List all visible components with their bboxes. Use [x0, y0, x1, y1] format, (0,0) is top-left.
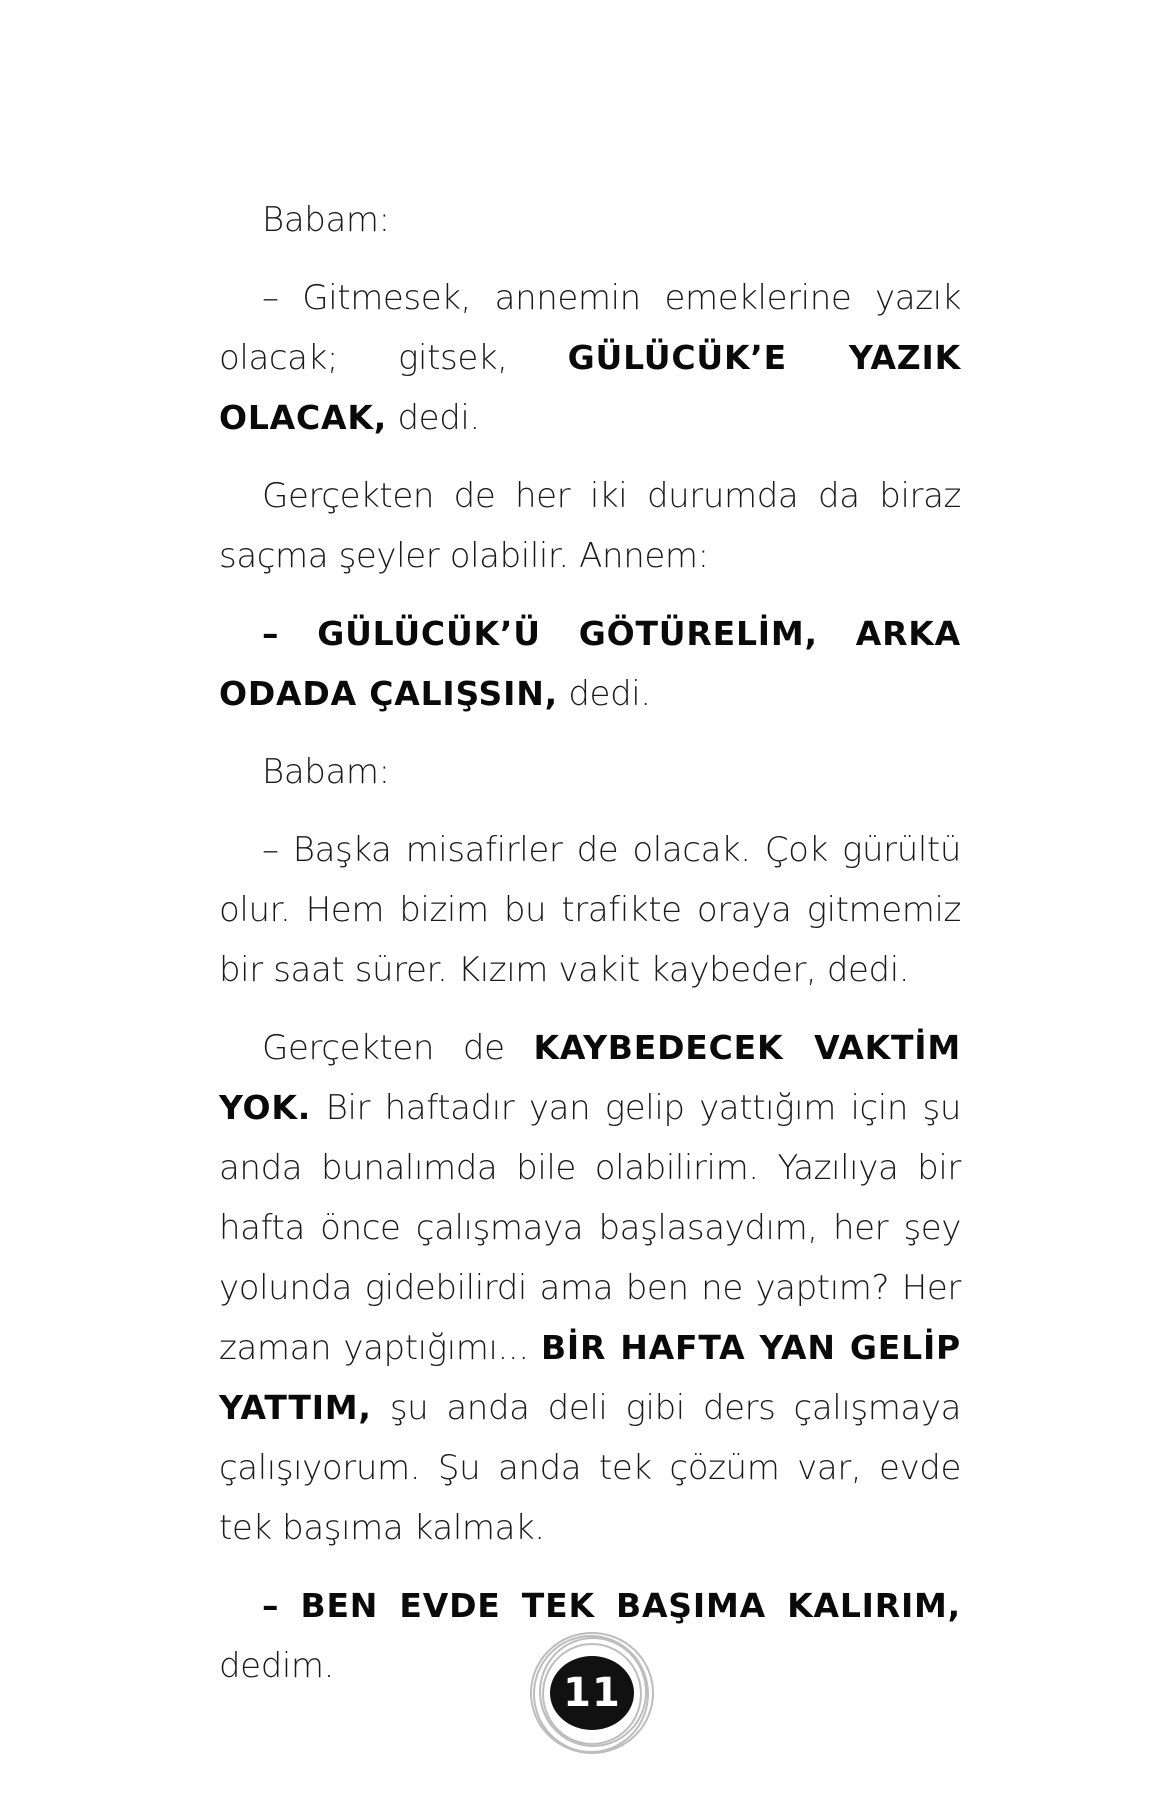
text-segment: şu anda deli gibi ders çalışmaya çalışıyorum. Şu anda tek çözüm var, evde tek başıma kalmak.	[219, 1388, 961, 1548]
paragraph	[219, 820, 961, 1000]
emphasized-text: BİR HAFTA YAN GELİP YATTIM,	[219, 1328, 962, 1427]
emphasized-text: KAYBEDECEK VAKTİM YOK.	[219, 1028, 961, 1127]
emphasized-text: – BEN EVDE TEK BAŞIMA KALIRIM,	[262, 1586, 961, 1625]
paragraph	[219, 268, 961, 448]
paragraph	[219, 1018, 961, 1558]
paragraph	[219, 604, 961, 724]
text-segment: Gerçekten de her iki durumda da biraz saçma şeyler olabilir. Annem:	[219, 476, 961, 576]
text-segment: Babam:	[262, 200, 390, 240]
paragraph	[219, 742, 961, 802]
text-segment: – Gitmesek, annemin emeklerine yazık olacak; gitsek,	[219, 278, 961, 378]
paragraph	[219, 190, 961, 250]
text-segment: Babam:	[262, 752, 390, 792]
page-number-badge	[527, 1628, 657, 1758]
page-number: 11	[563, 1670, 621, 1716]
text-segment: Gerçekten de	[262, 1028, 534, 1068]
emphasized-text: GÜLÜCÜK’E YAZIK OLACAK,	[219, 338, 961, 437]
text-segment: – Başka misafirler de olacak. Çok gürültü olur. Hem bizim bu trafikte oraya gitmemiz bir saat sürer. Kızım vakit kaybeder, dedi.	[219, 830, 961, 990]
text-segment: dedim.	[219, 1646, 335, 1686]
body-text	[219, 190, 961, 1714]
paragraph	[219, 466, 961, 586]
text-segment: dedi.	[557, 674, 651, 714]
text-segment: Bir haftadır yan gelip yattığım için şu anda bunalımda bile olabilirim. Yazılıya bir hafta önce çalışmaya başlasaydım, her şey yolunda gidebilirdi ama ben ne yaptım? Her zaman yaptığımı...	[219, 1088, 961, 1368]
emphasized-text: – GÜLÜCÜK’Ü GÖTÜRELİM, ARKA ODADA ÇALIŞSIN,	[219, 614, 961, 713]
text-segment: dedi.	[387, 398, 480, 438]
